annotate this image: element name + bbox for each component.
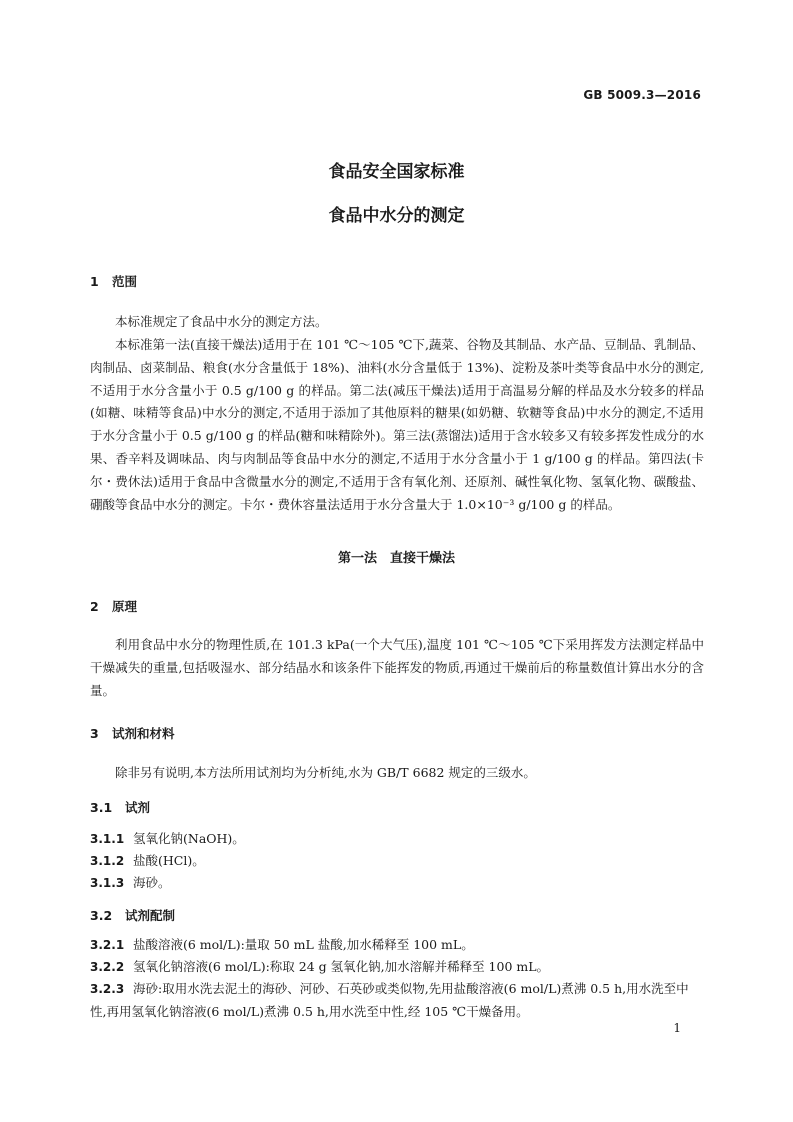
item-text: 盐酸溶液(6 mol/L):量取 50 mL 盐酸,加水稀释至 100 mL。 [133, 937, 474, 952]
sub-title: 食品中水分的测定 [328, 206, 465, 226]
page-number: 1 [673, 1021, 681, 1035]
item-number: 3.1.2 [90, 854, 125, 868]
item-text: 海砂。 [133, 875, 171, 890]
subsection-3-1-heading [90, 798, 150, 816]
section-title: 范围 [112, 274, 138, 289]
section-2-heading [90, 597, 137, 615]
section-3-heading [90, 724, 175, 742]
section-number: 2 [90, 599, 99, 614]
section-title: 原理 [112, 599, 138, 614]
reagents-intro-paragraph: 除非另有说明,本方法所用试剂均为分析纯,水为 GB/T 6682 规定的三级水。 [115, 765, 536, 780]
subsection-number: 3.2 [90, 908, 113, 923]
subsection-3-2-heading [90, 906, 175, 924]
section-title: 试剂和材料 [112, 726, 175, 741]
standard-code: GB 5009.3—2016 [583, 88, 701, 102]
subsection-title: 试剂配制 [125, 908, 176, 923]
item-number: 3.2.2 [90, 960, 125, 974]
item-text: 盐酸(HCl)。 [133, 853, 205, 868]
principle-paragraph: 利用食品中水分的物理性质,在 101.3 kPa(一个大气压),温度 101 ℃～105 ℃下采用挥发方法测定样品中干燥减失的重量,包括吸湿水、部分结晶水和该条件下能挥发的物质,再通过干燥前后的称量数值计算出水分的含量。 [90, 637, 704, 698]
main-title: 食品安全国家标准 [328, 162, 465, 182]
item-number: 3.1.1 [90, 832, 125, 846]
item-text: 氢氧化钠(NaOH)。 [133, 831, 245, 846]
section-number: 1 [90, 274, 99, 289]
list-item [90, 828, 704, 851]
item-number: 3.1.3 [90, 876, 125, 890]
item-number: 3.2.1 [90, 938, 125, 952]
method-1-title: 第一法 直接干燥法 [337, 551, 455, 566]
list-item [90, 872, 704, 895]
scope-paragraph-1: 本标准规定了食品中水分的测定方法。 [115, 314, 328, 329]
item-text: 海砂:取用水洗去泥土的海砂、河砂、石英砂或类似物,先用盐酸溶液(6 mol/L)煮沸 0.5 h,用水洗至中性,再用氢氧化钠溶液(6 mol/L)煮沸 0.5 h,用水洗至中性,经 105 ℃干燥备用。 [90, 981, 689, 1019]
item-text: 氢氧化钠溶液(6 mol/L):称取 24 g 氢氧化钠,加水溶解并稀释至 100 mL。 [133, 959, 550, 974]
list-item [90, 956, 704, 979]
subsection-title: 试剂 [125, 800, 151, 815]
item-number: 3.2.3 [90, 982, 125, 996]
section-number: 3 [90, 726, 99, 741]
section-1-heading [90, 272, 137, 290]
scope-paragraph-2: 本标准第一法(直接干燥法)适用于在 101 ℃～105 ℃下,蔬菜、谷物及其制品、水产品、豆制品、乳制品、肉制品、卤菜制品、粮食(水分含量低于 18%)、油料(水分含量低于 13%)、淀粉及茶叶类等食品中水分的测定,不适用于水分含量小于 0.5 g/100 g 的样品。第二法(减压干燥法)适用于高温易分解的样品及水分较多的样品(如糖、味精等食品)中水分的测定,不适用于添加了其他原料的糖果(如奶糖、软糖等食品)中水分的测定,不适用于水分含量小于 0.5 g/100 g 的样品(糖和味精除外)。第三法(蒸馏法)适用于含水较多又有较多挥发性成分的水果、香辛料及调味品、肉与肉制品等食品中水分的测定,不适用于水分含量小于 1 g/100 g 的样品。第四法(卡尔・费休法)适用于食品中含微量水分的测定,不适用于含有氧化剂、还原剂、碱性氧化物、氢氧化物、碳酸盐、硼酸等食品中水分的测定。卡尔・费休容量法适用于水分含量大于 1.0×10⁻³ g/100 g 的样品。 [90, 337, 704, 512]
list-item [90, 850, 704, 873]
list-item [90, 934, 704, 957]
subsection-number: 3.1 [90, 800, 113, 815]
list-item [90, 978, 704, 1023]
